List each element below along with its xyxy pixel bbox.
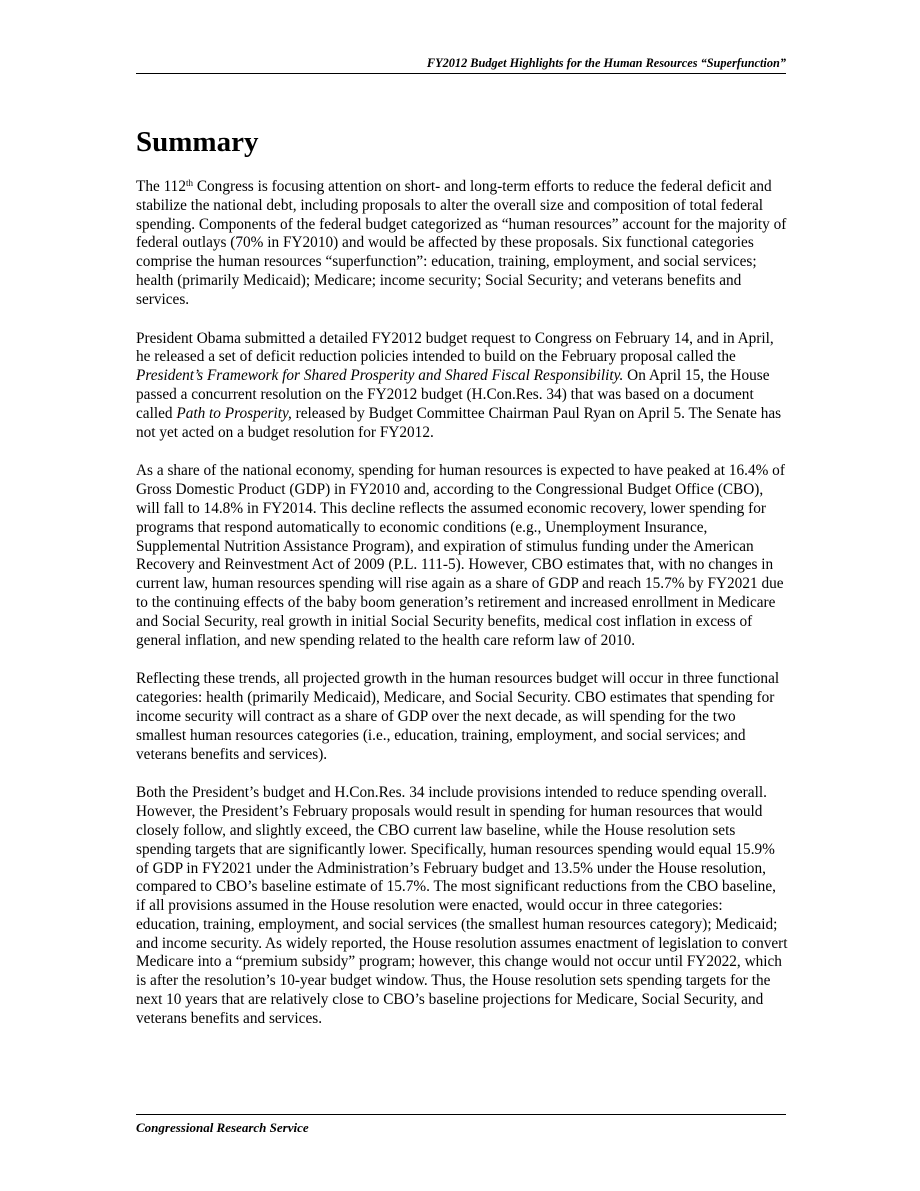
ordinal-suffix: th xyxy=(185,178,193,189)
paragraph-2-part-c: released by Budget Committee Chairman Paul Ryan on April 5. The Senate has not yet acted on a budget resolution for FY2012. xyxy=(136,404,782,441)
footer-publisher: Congressional Research Service xyxy=(136,1120,309,1135)
paragraph-5: Both the President’s budget and H.Con.Res. 34 include provisions intended to reduce spending overall. However, the President’s February proposals would result in spending for human resources that would closely follow, and slightly exceed, the CBO current law baseline, while the House resolution sets spending targets that are significantly lower. Specifically, human resources spending would equal 15.9% of GDP in FY2021 under the Administration’s February budget and 13.5% under the House resolution, compared to CBO’s baseline estimate of 15.7%. The most significant reductions from the CBO baseline, if all provisions assumed in the House resolution were enacted, would occur in three categories: education, training, employment, and social services (the smallest human resources category); Medicaid; and income security. As widely reported, the House resolution assumes enactment of legislation to convert Medicare into a “premium subsidy” program; however, this change would not occur until FY2022, which is after the resolution’s 10-year budget window. Thus, the House resolution sets spending targets for the next 10 years that are relatively close to CBO’s baseline projections for Medicare, Social Security, and veterans benefits and services. xyxy=(136,784,788,1027)
summary-body xyxy=(136,178,788,1049)
page-title: Summary xyxy=(136,126,259,158)
paragraph-4: Reflecting these trends, all projected growth in the human resources budget will occur in three functional categories: health (primarily Medicaid), Medicare, and Social Security. CBO estimates that spending for income security will contract as a share of GDP over the next decade, as will spending for the two smallest human resources categories (i.e., education, training, employment, and social services; and veterans benefits and services). xyxy=(136,670,780,763)
running-header: FY2012 Budget Highlights for the Human Resources “Superfunction” xyxy=(426,56,786,70)
paragraph-1-rest: Congress is focusing attention on short- and long-term efforts to reduce the federal deficit and stabilize the national debt, including proposals to alter the overall size and composition of total federal spending. Components of the federal budget categorized as “human resources” account for the majority of federal outlays (70% in FY2010) and would be affected by these proposals. Six functional categories comprise the human resources “superfunction”: education, training, employment, and social services; health (primarily Medicaid); Medicare; income security; Social Security; and veterans benefits and services. xyxy=(136,178,787,308)
framework-title: President’s Framework for Shared Prosperity and Shared Fiscal Responsibility. xyxy=(136,367,624,385)
paragraph-2-part-b: On April 15, the House passed a concurrent resolution on the FY2012 budget (H.Con.Res. 34) that was based on a document called xyxy=(136,367,770,422)
paragraph-1-start: The 112 xyxy=(136,178,186,195)
paragraph-2-part-a: President Obama submitted a detailed FY2012 budget request to Congress on February 14, and in April, he released a set of deficit reduction policies intended to build on the February proposal called the xyxy=(136,329,774,366)
paragraph-1 xyxy=(136,178,788,310)
header-rule xyxy=(136,73,786,74)
footer-rule xyxy=(136,1114,786,1115)
paragraph-2 xyxy=(136,330,788,443)
paragraph-3: As a share of the national economy, spending for human resources is expected to have peaked at 16.4% of Gross Domestic Product (GDP) in FY2010 and, according to the Congressional Budget Office (CBO), will fall to 14.8% in FY2014. This decline reflects the assumed economic recovery, lower spending for programs that respond automatically to economic conditions (e.g., Unemployment Insurance, Supplemental Nutrition Assistance Program), and expiration of stimulus funding under the American Recovery and Reinvestment Act of 2009 (P.L. 111-5). However, CBO estimates that, with no changes in current law, human resources spending will rise again as a share of GDP and reach 15.7% by FY2021 due to the continuing effects of the baby boom generation’s retirement and increased enrollment in Medicare and Social Security, real growth in initial Social Security benefits, medical cost inflation in excess of general inflation, and new spending related to the health care reform law of 2010. xyxy=(136,462,785,649)
path-to-prosperity-title: Path to Prosperity, xyxy=(176,404,292,422)
